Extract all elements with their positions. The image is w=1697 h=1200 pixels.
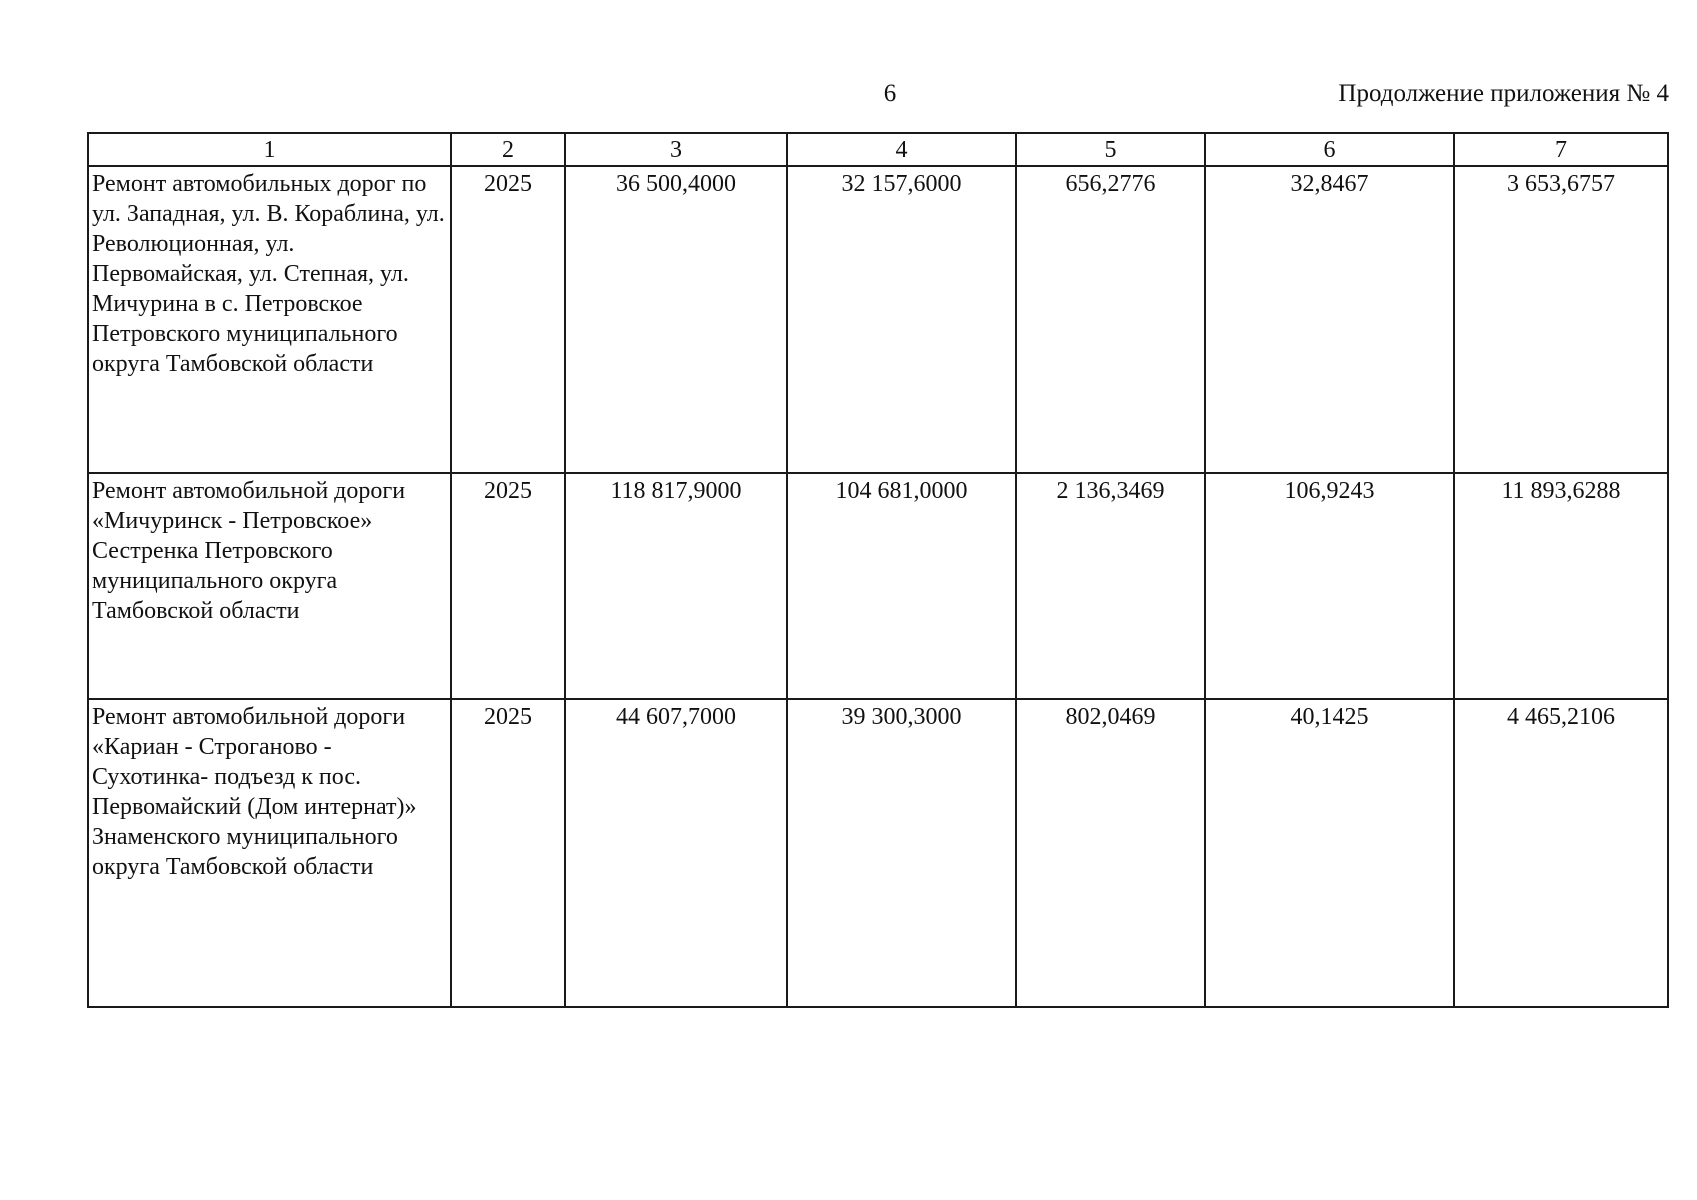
amount-col5: 656,2776 — [1016, 166, 1205, 473]
year-cell: 2025 — [451, 473, 565, 699]
amount-col7: 11 893,6288 — [1454, 473, 1668, 699]
column-header: 7 — [1454, 133, 1668, 166]
amount-col3: 118 817,9000 — [565, 473, 787, 699]
table-row — [88, 699, 1668, 1007]
column-header: 2 — [451, 133, 565, 166]
amount-col4: 104 681,0000 — [787, 473, 1016, 699]
amount-col3: 36 500,4000 — [565, 166, 787, 473]
column-header: 4 — [787, 133, 1016, 166]
amount-col6: 32,8467 — [1205, 166, 1454, 473]
column-header: 5 — [1016, 133, 1205, 166]
table-row — [88, 166, 1668, 473]
column-header: 1 — [88, 133, 451, 166]
project-description: Ремонт автомобильных дорог по ул. Западная, ул. В. Кораблина, ул. Революционная, ул. Первомайская, ул. Степная, ул. Мичурина в с. Петровское Петровского муниципального округа Тамбовской области — [88, 166, 451, 473]
amount-col7: 3 653,6757 — [1454, 166, 1668, 473]
column-header: 6 — [1205, 133, 1454, 166]
column-header: 3 — [565, 133, 787, 166]
amount-col4: 32 157,6000 — [787, 166, 1016, 473]
funding-table — [87, 132, 1669, 1008]
amount-col5: 802,0469 — [1016, 699, 1205, 1007]
project-description: Ремонт автомобильной дороги «Кариан - Строганово - Сухотинка- подъезд к пос. Первомайский (Дом интернат)» Знаменского муниципального округа Тамбовской области — [88, 699, 451, 1007]
appendix-continuation-label: Продолжение приложения № 4 — [1338, 80, 1669, 107]
year-cell: 2025 — [451, 166, 565, 473]
project-description: Ремонт автомобильной дороги «Мичуринск - Петровское» Сестренка Петровского муниципального округа Тамбовской области — [88, 473, 451, 699]
amount-col5: 2 136,3469 — [1016, 473, 1205, 699]
amount-col7: 4 465,2106 — [1454, 699, 1668, 1007]
amount-col6: 106,9243 — [1205, 473, 1454, 699]
page-number: 6 — [883, 80, 897, 107]
amount-col3: 44 607,7000 — [565, 699, 787, 1007]
year-cell: 2025 — [451, 699, 565, 1007]
amount-col6: 40,1425 — [1205, 699, 1454, 1007]
amount-col4: 39 300,3000 — [787, 699, 1016, 1007]
table-row — [88, 473, 1668, 699]
column-number-row — [88, 133, 1668, 166]
